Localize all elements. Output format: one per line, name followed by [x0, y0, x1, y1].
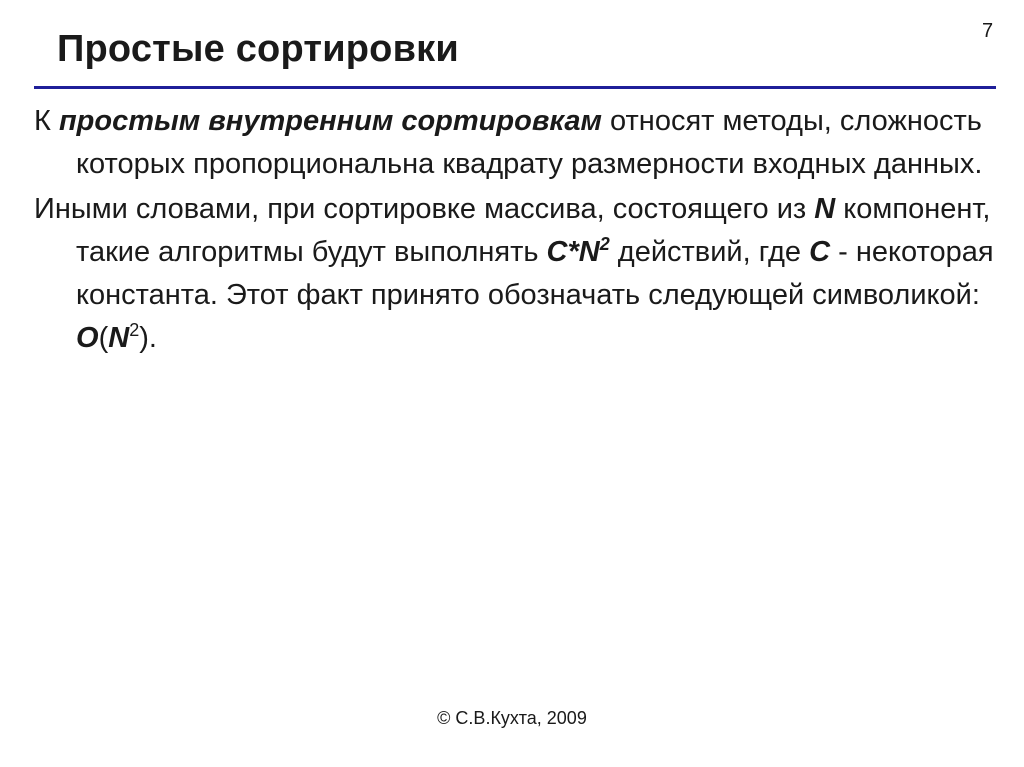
big-o-n: N: [108, 322, 130, 354]
big-o-exponent: 2: [129, 320, 140, 340]
formula-c-times-n: C*N: [546, 236, 600, 268]
para1-prefix: К: [34, 105, 59, 137]
paragraph-definition: [34, 100, 994, 186]
symbol-c: C: [809, 236, 831, 268]
slide-number: 7: [982, 20, 994, 42]
footer-copyright: © С.В.Кухта, 2009: [437, 708, 587, 728]
para2-text-1: Иными словами, при сортировке массива, состоящего из: [34, 193, 815, 225]
symbol-n: N: [814, 193, 836, 225]
slide-title: Простые сортировки: [57, 28, 459, 70]
paren-open: (: [98, 322, 109, 354]
paragraph-complexity: [34, 188, 994, 360]
para2-text-4: - некоторая константа. Этот факт принято обозначать следующей символикой:: [76, 236, 994, 311]
paren-close: ).: [139, 322, 157, 354]
term-simple-internal-sorts: простым внутренним сортировкам: [58, 105, 602, 137]
slide-body: [34, 100, 994, 362]
para1-text: относят методы, сложность которых пропорциональна квадрату размерности входных данных.: [76, 105, 983, 180]
formula-exponent: 2: [599, 234, 610, 254]
para2-text-2: компонент, такие алгоритмы будут выполнять: [76, 193, 991, 268]
big-o-symbol: O: [76, 322, 99, 354]
para2-text-3: действий, где: [609, 236, 810, 268]
title-underline: [34, 86, 996, 89]
